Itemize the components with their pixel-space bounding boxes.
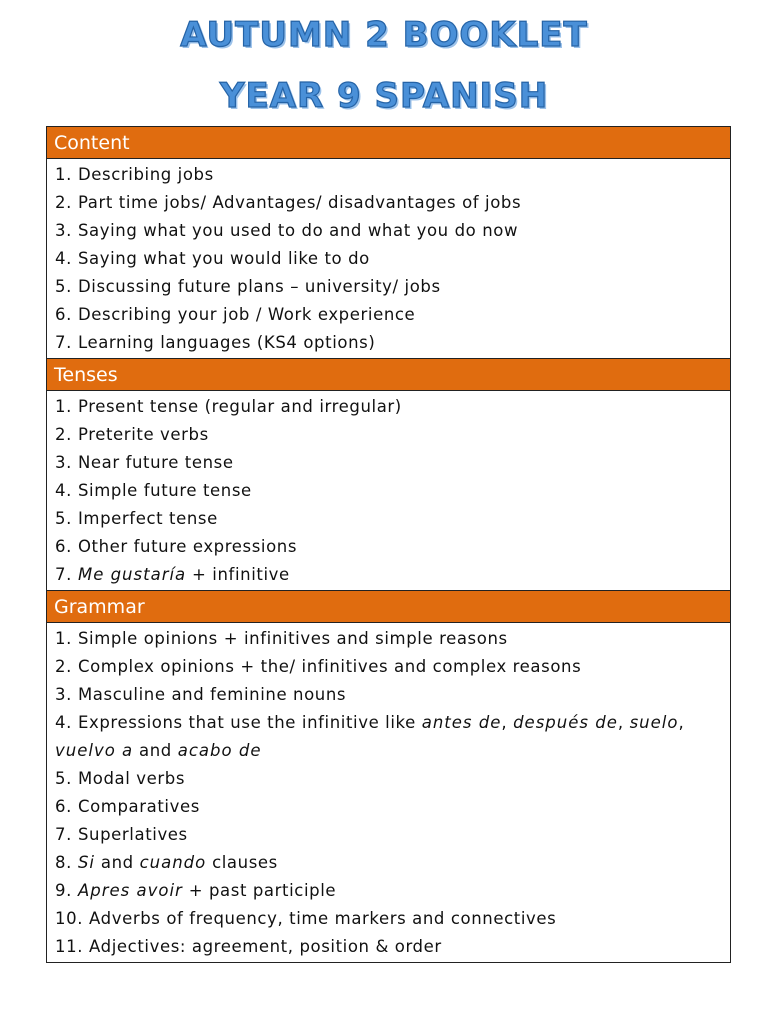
item-text: Modal verbs [77,769,186,788]
section-body-grammar [47,623,730,962]
list-item [47,189,730,217]
item-number: 6. [55,537,72,556]
list-item [47,849,730,877]
list-item [47,449,730,477]
list-item [47,217,730,245]
item-italic-text: suelo [629,713,679,732]
item-number: 2. [55,425,72,444]
item-italic-text: Me gustaría [77,565,187,584]
item-italic-text: antes de [421,713,502,732]
item-text: and [95,853,140,872]
item-text: Describing jobs [77,165,214,184]
item-number: 5. [55,277,72,296]
item-text: Simple opinions + infinitives and simple reasons [77,629,508,648]
section-header-grammar: Grammar [47,591,730,623]
item-text: Comparatives [77,797,200,816]
list-item [47,821,730,849]
item-text: Complex opinions + the/ infinitives and complex reasons [77,657,582,676]
item-text: Superlatives [77,825,188,844]
item-number: 6. [55,797,72,816]
item-text: clauses [206,853,278,872]
item-number: 2. [55,193,72,212]
list-item [47,653,730,681]
section-body-content [47,159,730,359]
item-number: 10. [55,909,84,928]
item-text: Saying what you would like to do [77,249,370,268]
item-text: + past participle [182,881,337,900]
item-number: 3. [55,221,72,240]
item-text: Masculine and feminine nouns [77,685,347,704]
item-text: , [501,713,514,732]
list-item [47,301,730,329]
item-text: Imperfect tense [77,509,218,528]
item-number: 1. [55,629,72,648]
item-number: 7. [55,333,72,352]
item-italic-text: vuelvo a [55,741,134,760]
item-number: 1. [55,165,72,184]
list-item [47,561,730,589]
item-number: 5. [55,509,72,528]
list-item [47,681,730,709]
item-text: and [133,741,178,760]
item-text: Discussing future plans – university/ jobs [77,277,441,296]
list-item [47,793,730,821]
item-text: Describing your job / Work experience [77,305,416,324]
item-text: Preterite verbs [77,425,209,444]
item-text: Learning languages (KS4 options) [77,333,376,352]
item-text: Part time jobs/ Advantages/ disadvantages of jobs [77,193,522,212]
item-text: Adverbs of frequency, time markers and connectives [89,909,557,928]
list-item [47,421,730,449]
item-number: 5. [55,769,72,788]
item-text: , [617,713,630,732]
booklet-title: AUTUMN 2 BOOKLET [180,15,588,55]
list-item [47,477,730,505]
item-text: Simple future tense [77,481,252,500]
item-italic-text: Si [77,853,96,872]
section-header-content: Content [47,127,730,159]
list-item [47,933,730,961]
item-text: Saying what you used to do and what you do now [77,221,519,240]
item-text: Near future tense [77,453,234,472]
list-item [47,625,730,653]
item-number: 9. [55,881,72,900]
item-italic-text: después de [513,713,618,732]
item-number: 7. [55,825,72,844]
list-item [47,329,730,357]
list-item [47,245,730,273]
item-number: 4. [55,481,72,500]
item-text: + infinitive [186,565,290,584]
list-item [47,905,730,933]
list-item [47,765,730,793]
list-item [47,273,730,301]
item-text: Expressions that use the infinitive like [77,713,422,732]
section-body-tenses [47,391,730,591]
list-item [47,533,730,561]
item-number: 3. [55,453,72,472]
item-number: 11. [55,937,84,956]
item-number: 4. [55,249,72,268]
item-number: 8. [55,853,72,872]
section-header-tenses: Tenses [47,359,730,391]
item-number: 3. [55,685,72,704]
item-text: , [678,713,685,732]
syllabus-table [46,126,731,963]
item-text: Other future expressions [77,537,298,556]
list-item [47,393,730,421]
list-item [47,161,730,189]
item-number: 1. [55,397,72,416]
item-italic-text: cuando [139,853,207,872]
item-number: 6. [55,305,72,324]
item-number: 7. [55,565,72,584]
list-item [47,709,730,765]
booklet-subtitle: YEAR 9 SPANISH [219,76,549,116]
item-text: Adjectives: agreement, position & order [89,937,442,956]
item-text: Present tense (regular and irregular) [77,397,402,416]
item-number: 2. [55,657,72,676]
item-number: 4. [55,713,72,732]
list-item [47,505,730,533]
item-italic-text: Apres avoir [77,881,183,900]
list-item [47,877,730,905]
item-italic-text: acabo de [177,741,262,760]
